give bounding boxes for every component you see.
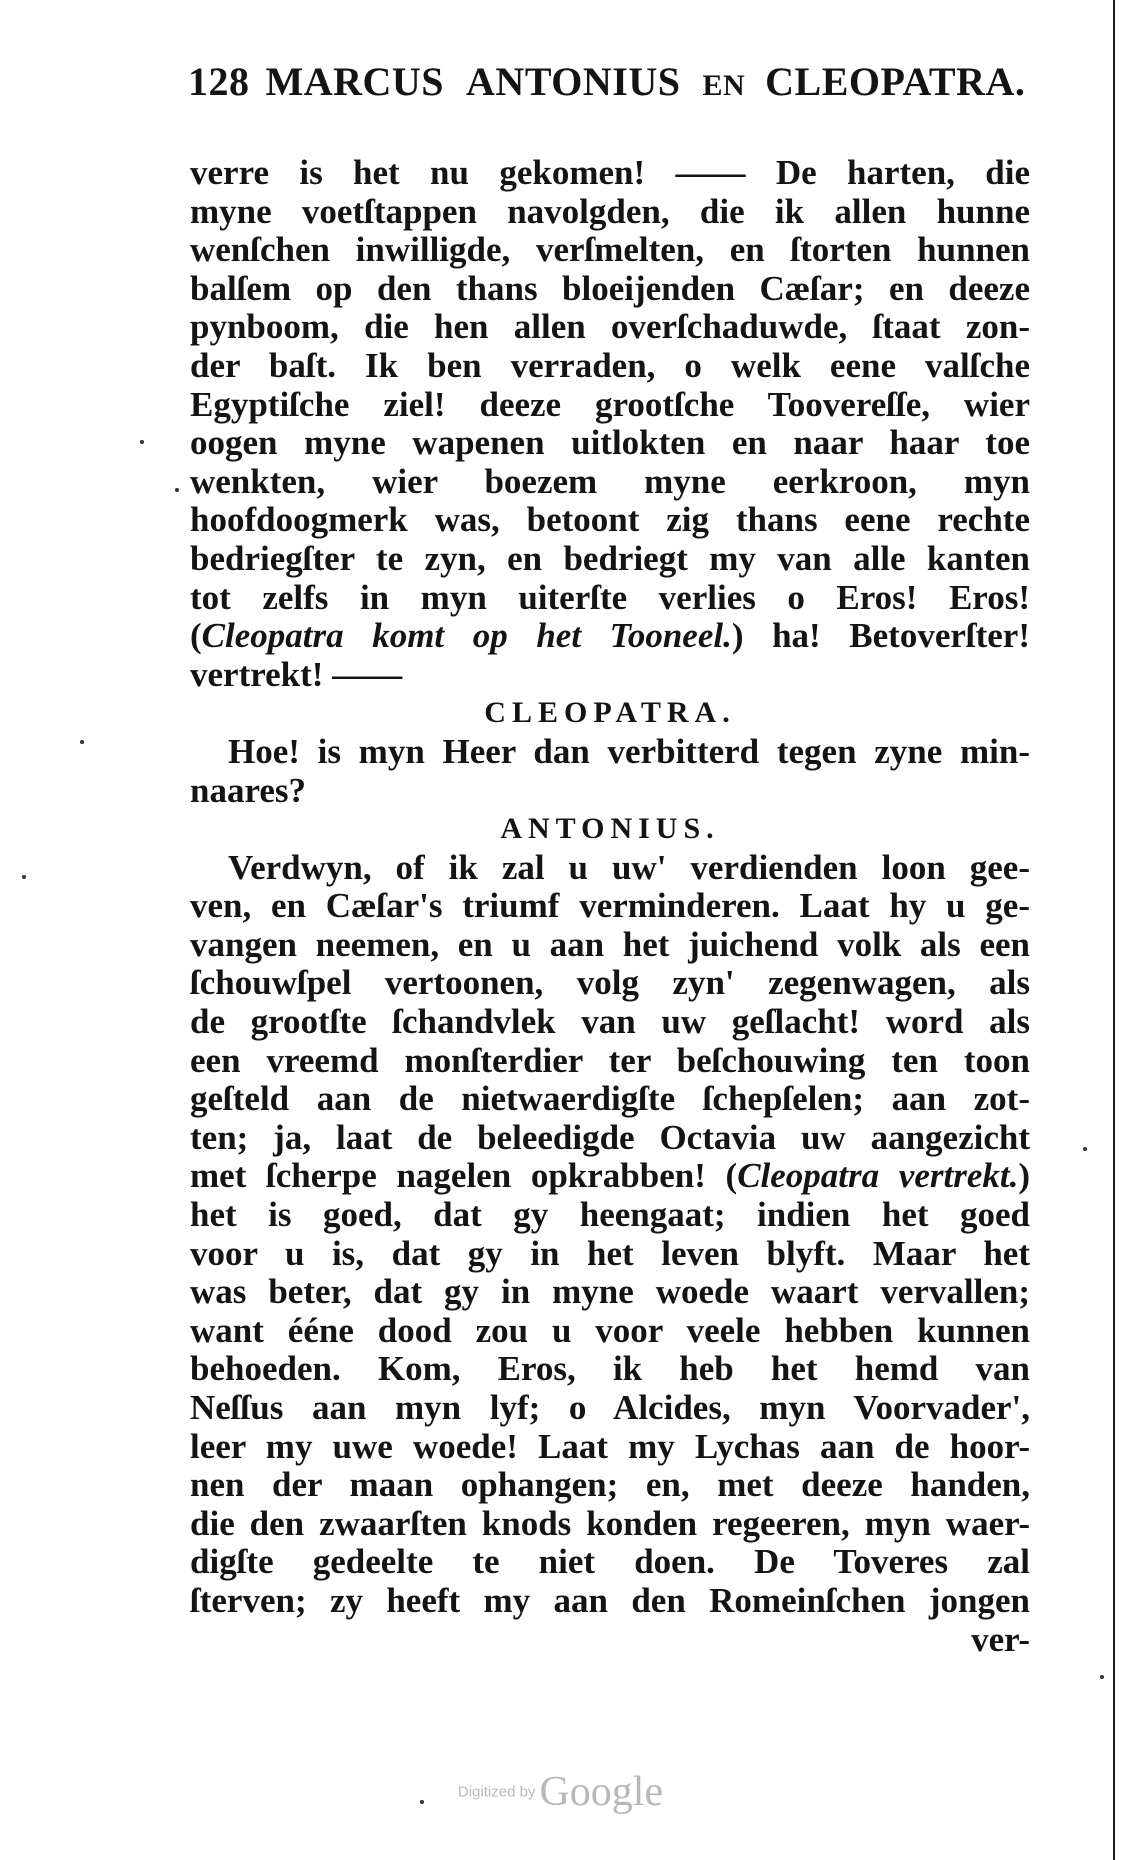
text-line: bedriegſter te zyn, en bedriegt my van alle kanten [190, 538, 1030, 578]
stage-direction-line: (Cleopatra komt op het Tooneel.) ha! Betoverſter! [190, 616, 1030, 656]
text-line: myne voetſtappen navolgden, die ik allen hunne [190, 191, 1030, 231]
text-line: Hoe! is myn Heer dan verbitterd tegen zyne min- [228, 731, 1030, 771]
text-line: het is goed, dat gy heengaat; indien het goed [190, 1195, 1030, 1235]
text-line: hoofdoogmerk was, betoont zig thans eene rechte [190, 500, 1030, 540]
text-line: nen der maan ophangen; en, met deeze handen, [190, 1465, 1030, 1505]
scan-speck [140, 440, 144, 444]
catchword: ver- [971, 1619, 1030, 1659]
text-line: pynboom, die hen allen overſchaduwde, ſtaat zon- [190, 307, 1030, 347]
text-line: balſem op den thans bloeijenden Cæſar; en deeze [190, 268, 1030, 308]
text-line: tot zelfs in myn uiterſte verlies o Eros! Eros! [190, 577, 1030, 617]
text-line: wenſchen inwilligde, verſmelten, en ſtorten hunnen [190, 230, 1030, 270]
text-line: want ééne dood zou u voor veele hebben kunnen [190, 1310, 1030, 1350]
running-header [188, 58, 1038, 105]
stage-direction: Cleopatra komt op het Tooneel. [201, 616, 732, 656]
text-line: oogen myne wapenen uitlokten en naar haar toe [190, 423, 1030, 463]
scan-speck [1100, 1675, 1104, 1679]
text-line: verre is het nu gekomen! —— De harten, die [190, 153, 1030, 192]
text-line: Neſſus aan myn lyf; o Alcides, myn Voorvader', [190, 1388, 1030, 1427]
text-line: Verdwyn, of ik zal u uw' verdienden loon gee- [228, 847, 1030, 887]
text-line: behoeden. Kom, Eros, ik heb het hemd van [190, 1349, 1030, 1389]
text-line: voor u is, dat gy in het leven blyft. Maar het [190, 1233, 1030, 1273]
text-line: wenkten, wier boezem myne eerkroon, myn [190, 461, 1030, 501]
scan-speck [420, 1800, 424, 1804]
header-title-marcus: MARCUS [265, 59, 445, 104]
text-line: die den zwaarſten knods konden regeeren, myn waer- [190, 1503, 1030, 1543]
digitized-by-watermark [0, 1768, 1121, 1816]
page-number: 128 [188, 59, 250, 104]
text-line: der baſt. Ik ben verraden, o welk eene valſche [190, 345, 1030, 385]
text-line: leer my uwe woede! Laat my Lychas aan de hoor- [190, 1426, 1030, 1466]
text-line: vangen neemen, en u aan het juichend volk als een [190, 924, 1030, 964]
speaker-name: ANTONIUS. [500, 812, 720, 846]
scan-speck [22, 875, 26, 879]
text-line: ten; ja, laat de beleedigde Octavia uw aangezicht [190, 1117, 1030, 1157]
body-text [190, 154, 1030, 1659]
text-line: ſchouwſpel vertoonen, volg zyn' zegenwagen, als [190, 963, 1030, 1003]
text-line: vertrekt! —— [190, 654, 403, 694]
google-logo: Google [539, 1769, 664, 1815]
text-line: naares? [190, 770, 307, 810]
text-line: de grootſte ſchandvlek van uw geſlacht! word als [190, 1002, 1030, 1042]
header-conjunction: EN [702, 69, 746, 102]
text-line: een vreemd monſterdier ter beſchouwing ten toon [190, 1040, 1030, 1080]
stage-direction: Cleopatra vertrekt. [737, 1156, 1019, 1196]
digitized-by-label: Digitized by [457, 1783, 536, 1801]
text-line: ſterven; zy heeft my aan den Romeinſchen jongen [190, 1580, 1030, 1620]
scan-speck [80, 740, 84, 744]
stage-direction-line: met ſcherpe nagelen opkrabben! (Cleopatra vertrekt.) [190, 1156, 1030, 1196]
speaker-name: CLEOPATRA. [484, 696, 736, 730]
scan-speck [1083, 1147, 1087, 1151]
header-title-cleopatra: CLEOPATRA. [765, 59, 1026, 104]
scan-speck [175, 488, 179, 492]
header-title-antonius: ANTONIUS [466, 59, 681, 104]
text-line: Egyptiſche ziel! deeze grootſche Toovereſſe, wier [190, 384, 1030, 424]
text-line: ven, en Cæſar's triumf verminderen. Laat hy u ge- [190, 886, 1030, 926]
text-line: digſte gedeelte te niet doen. De Toveres zal [190, 1542, 1030, 1582]
page-edge-line [1113, 0, 1115, 1860]
text-line: geſteld aan de nietwaerdigſte ſchepſelen; aan zot- [190, 1079, 1030, 1119]
text-line: was beter, dat gy in myne woede waart vervallen; [190, 1272, 1030, 1312]
